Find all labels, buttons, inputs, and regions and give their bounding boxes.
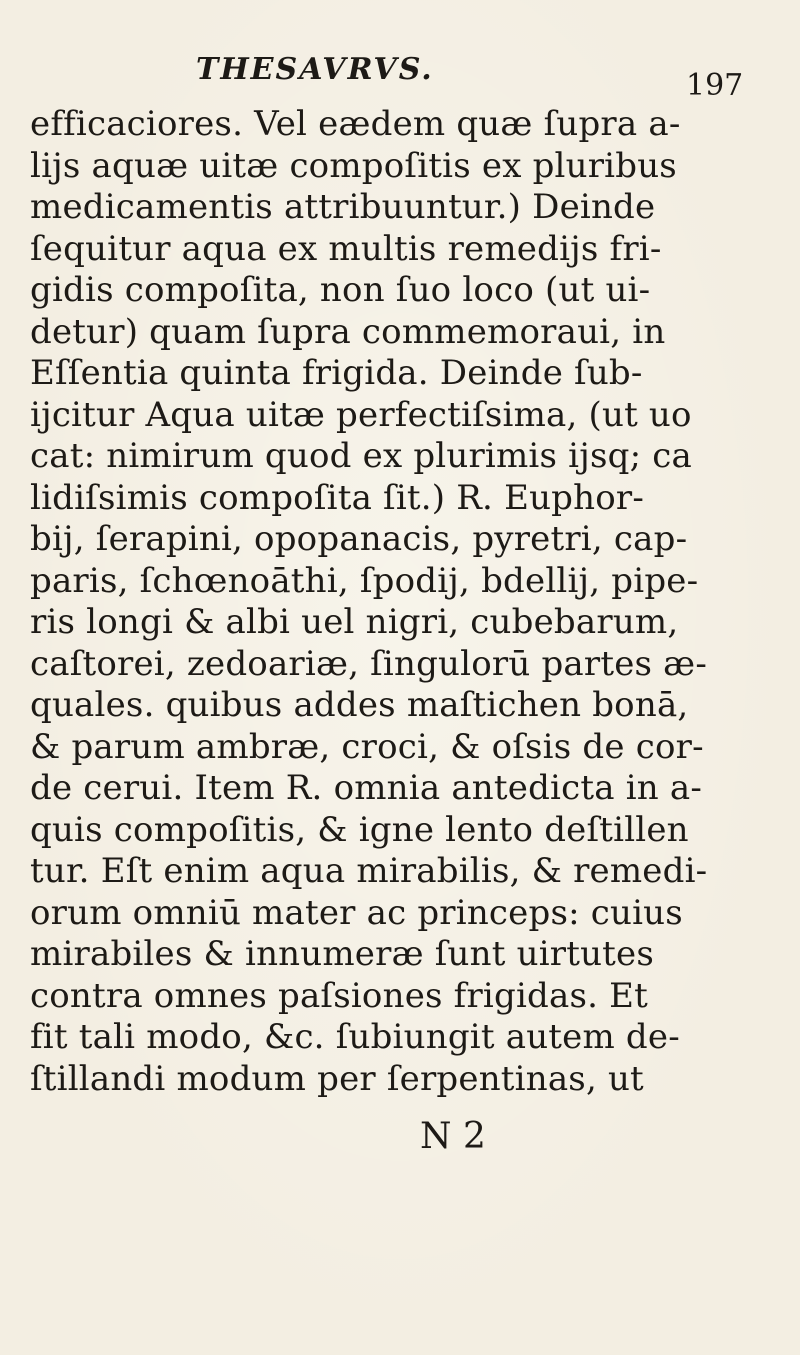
- text-line: & parum ambræ, croci, & oſsis de cor-: [30, 726, 704, 767]
- text-line: gidis compoſita, non ſuo loco (ut ui-: [30, 270, 651, 310]
- page-number: 197: [686, 68, 744, 103]
- text-line: caſtorei, zedoariæ, ſingulorū partes æ-: [30, 643, 708, 684]
- running-head: THESAVRVS.: [196, 52, 434, 87]
- text-line: Eſſentia quinta frigida. Deinde ſub-: [30, 353, 643, 393]
- text-line: bij, ſerapini, opopanacis, pyretri, cap-: [30, 519, 688, 559]
- text-line: ris longi & albi uel nigri, cubebarum,: [30, 602, 679, 642]
- text-line: mirabiles & innumeræ ſunt uirtutes: [30, 934, 655, 974]
- signature-mark: N 2: [420, 1116, 486, 1157]
- text-line: orum omniū mater ac princeps: cuius: [30, 892, 683, 933]
- text-line: cat: nimirum quod ex plurimis ijsq; ca: [30, 436, 692, 476]
- body-text: [30, 104, 792, 1100]
- text-line: paris, ſchœnoāthi, ſpodij, bdellij, pipe-: [30, 560, 699, 601]
- text-line: fit tali modo, &c. ſubiungit autem de-: [30, 1017, 680, 1057]
- text-line: ijcitur Aqua uitæ perfectiſsima, (ut uo: [30, 394, 692, 435]
- text-line: ſtillandi modum per ſerpentinas, ut: [30, 1058, 644, 1099]
- text-line: detur) quam ſupra commemoraui, in: [30, 311, 666, 352]
- text-line: lijs aquæ uitæ compoſitis ex pluribus: [30, 145, 677, 186]
- text-line: medicamentis attribuuntur.) Deinde: [30, 187, 656, 227]
- text-line: lidiſsimis compoſita ſit.) R. Euphor-: [30, 477, 645, 518]
- text-line: tur. Eſt enim aqua mirabilis, & remedi-: [30, 851, 708, 891]
- text-line: efficaciores. Vel eædem quæ ſupra a-: [30, 104, 681, 144]
- text-line: ſequitur aqua ex multis remedijs fri-: [30, 228, 662, 269]
- text-line: de cerui. Item R. omnia antedicta in a-: [30, 768, 703, 808]
- text-line: quis compoſitis, & igne lento deſtillen: [30, 809, 689, 850]
- text-line: quales. quibus addes maſtichen bonā,: [30, 685, 689, 725]
- text-line: contra omnes paſsiones frigidas. Et: [30, 975, 649, 1016]
